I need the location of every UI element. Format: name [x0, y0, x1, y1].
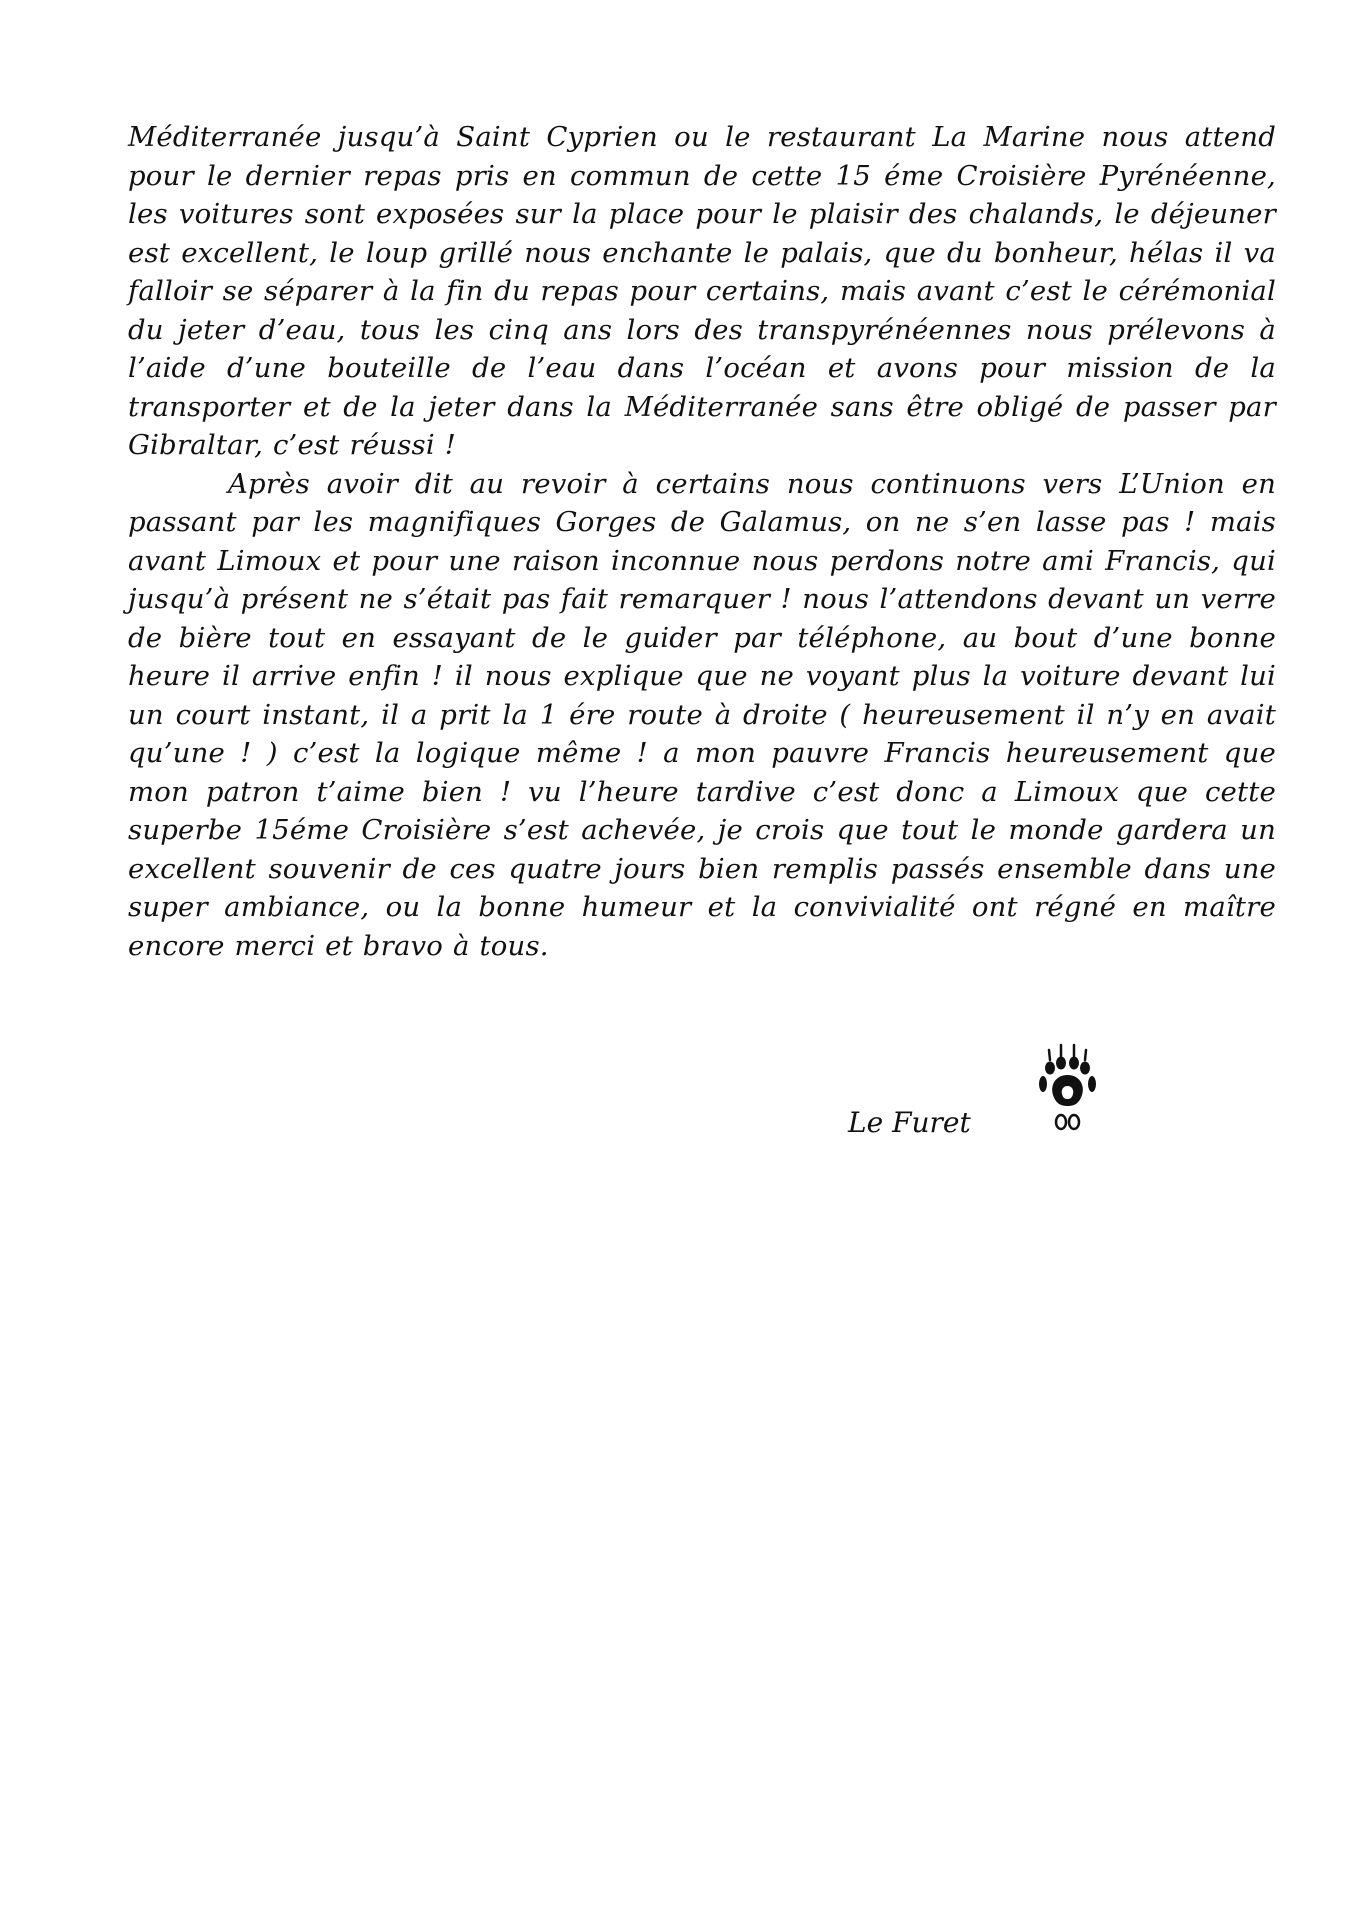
signature-text: Le Furet — [848, 1106, 971, 1139]
document-body — [128, 118, 1276, 965]
paragraph-2: Après avoir dit au revoir à certains nous continuons vers L’Union en passant par les magnifiques Gorges de Galamus, on ne s’en lasse pas ! mais avant Limoux et pour une raison inconnue nous perdons notre ami Francis, qui jusqu’à présent ne s’était pas fait remarquer ! nous l’attendons devant un verre de bière tout en essayant de le guider par téléphone, au bout d’une bonne heure il arrive enfin ! il nous explique que ne voyant plus la voiture devant lui un court instant, il a prit la 1 ére route à droite ( heureusement il n’y en avait qu’une ! ) c’est la logique même ! a mon pauvre Francis heureusement que mon patron t’aime bien ! vu l’heure tardive c’est donc a Limoux que cette superbe 15éme Croisière s’est achevée, je crois que tout le monde gardera un excellent souvenir de ces quatre jours bien remplis passés ensemble dans une super ambiance, ou la bonne humeur et la convivialité ont régné en maître encore merci et bravo à tous. — [128, 467, 1276, 962]
signature-block — [848, 1042, 1108, 1162]
paw-print-icon — [1036, 1042, 1100, 1142]
paragraph-1: Méditerranée jusqu’à Saint Cyprien ou le restaurant La Marine nous attend pour le dernier repas pris en commun de cette 15 éme Croisière Pyrénéenne, les voitures sont exposées sur la place pour le plaisir des chalands, le déjeuner est excellent, le loup grillé nous enchante le palais, que du bonheur, hélas il va falloir se séparer à la fin du repas pour certains, mais avant c’est le cérémonial du jeter d’eau, tous les cinq ans lors des transpyrénéennes nous prélevons à l’aide d’une bouteille de l’eau dans l’océan et avons pour mission de la transporter et de la jeter dans la Méditerranée sans être obligé de passer par Gibraltar, c’est réussi ! — [128, 121, 1276, 461]
